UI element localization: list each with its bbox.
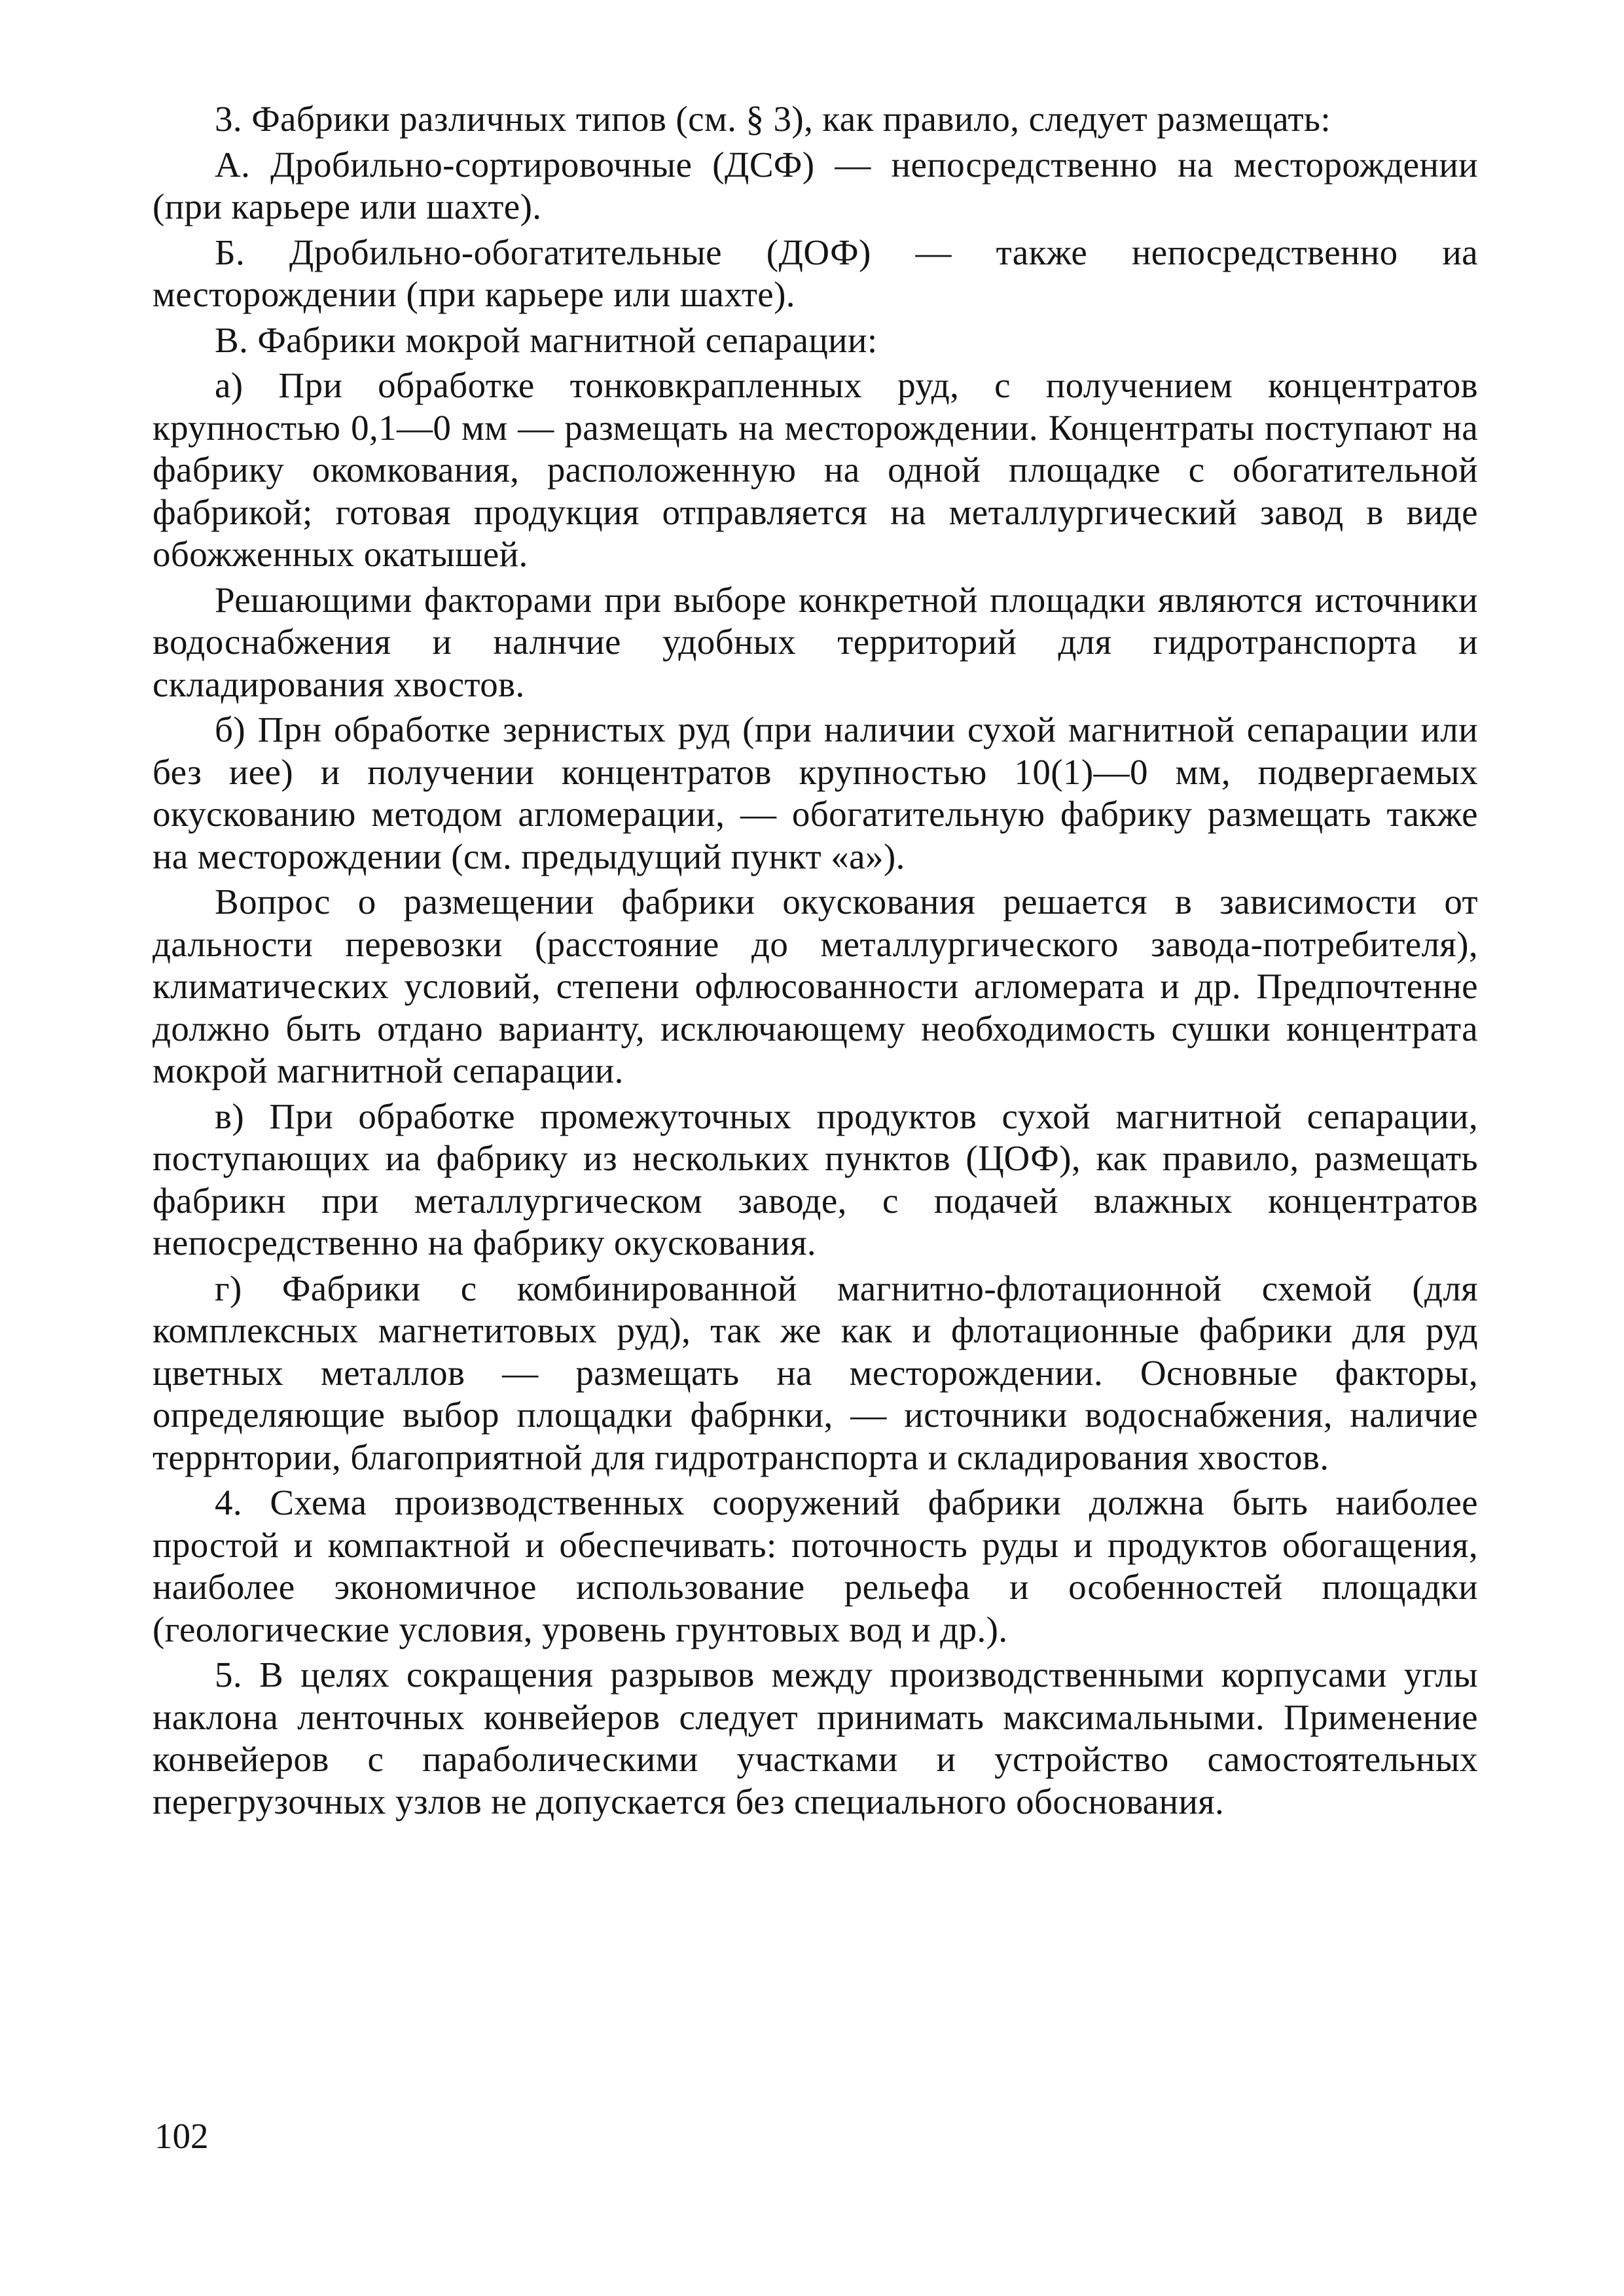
paragraph-item-a: А. Дробильно-сортировочные (ДСФ) — непосредственно на месторождении (при карьере или шахте).: [153, 144, 1478, 226]
paragraph-subitem-b: б) Прн обработке зернистых руд (при наличии сухой магнитной сепарации или без иее) и получении концентратов крупностью 10(1)—0 мм, подвергаемых окускованию методом агломерации, — обогатительную фабрику размещать также на месторождении (см. предыдущий пункт «а»).: [153, 709, 1478, 876]
paragraph-item-3: 3. Фабрики различных типов (см. § 3), как правило, следует размещать:: [215, 99, 1331, 139]
paragraph-item-4: 4. Схема производственных сооружений фабрики должна быть наиболее простой и компактной и обеспечивать: поточность руды и продуктов обогащения, наиболее экономичное использование рельефа и особенностей площадки (геологические условия, уровень грунтовых вод и др.).: [153, 1482, 1478, 1649]
body-text: [153, 98, 1478, 1826]
paragraph-subitem-g: г) Фабрики с комбинированной магнитно-флотационной схемой (для комплексных магнетитовых руд), так же как и флотационные фабрики для руд цветных металлов — размещать на месторождении. Основные факторы, определяющие выбор площадки фабрнки, — источники водоснабжения, наличие террнтории, благоприятной для гидротранспорта и складирования хвостов.: [153, 1268, 1478, 1477]
paragraph-item-b: Б. Дробильно-обогатительные (ДОФ) — также непосредственно иа месторождении (при карьере или шахте).: [153, 232, 1478, 314]
paragraph-factors: Решающими факторами при выборе конкретной площадки являются источники водоснабжения и налнчие удобных территорий для гидротранспорта и складирования хвостов.: [153, 579, 1478, 704]
paragraph-item-5: 5. В целях сокращения разрывов между производственными корпусами углы наклона ленточных конвейеров следует принимать максимальными. Применение конвейеров с параболическими участками и устройство самостоятельных перегрузочных узлов не допускается без специального обоснования.: [153, 1655, 1478, 1821]
paragraph-subitem-a: а) При обработке тонковкрапленных руд, с получением концентратов крупностью 0,1—0 мм — размещать на месторождении. Концентраты поступают на фабрику окомкования, расположенную на одной площадке с обогатительной фабрикой; готовая продукция отправляется на металлургический завод в виде обожженных окатышей.: [153, 365, 1478, 574]
paragraph-subitem-v: в) При обработке промежуточных продуктов сухой магнитной сепарации, поступающих иа фабрику из нескольких пунктов (ЦОФ), как правило, размещать фабрикн при металлургическом заводе, с подачей влажных концентратов непосредственно на фабрику окускования.: [153, 1096, 1478, 1263]
paragraph-item-v: В. Фабрики мокрой магнитной сепарации:: [215, 319, 878, 360]
paragraph-pelletizing: Вопрос о размещении фабрики окускования решается в зависимости от дальности перевозки (расстояние до металлургического завода-потребителя), климатических условий, степени офлюсованности агломерата и др. Предпочтенне должно быть отдано варианту, исключающему необходимость сушки концентрата мокрой магнитной сепарации.: [153, 882, 1478, 1090]
page-number: 102: [154, 2116, 209, 2156]
